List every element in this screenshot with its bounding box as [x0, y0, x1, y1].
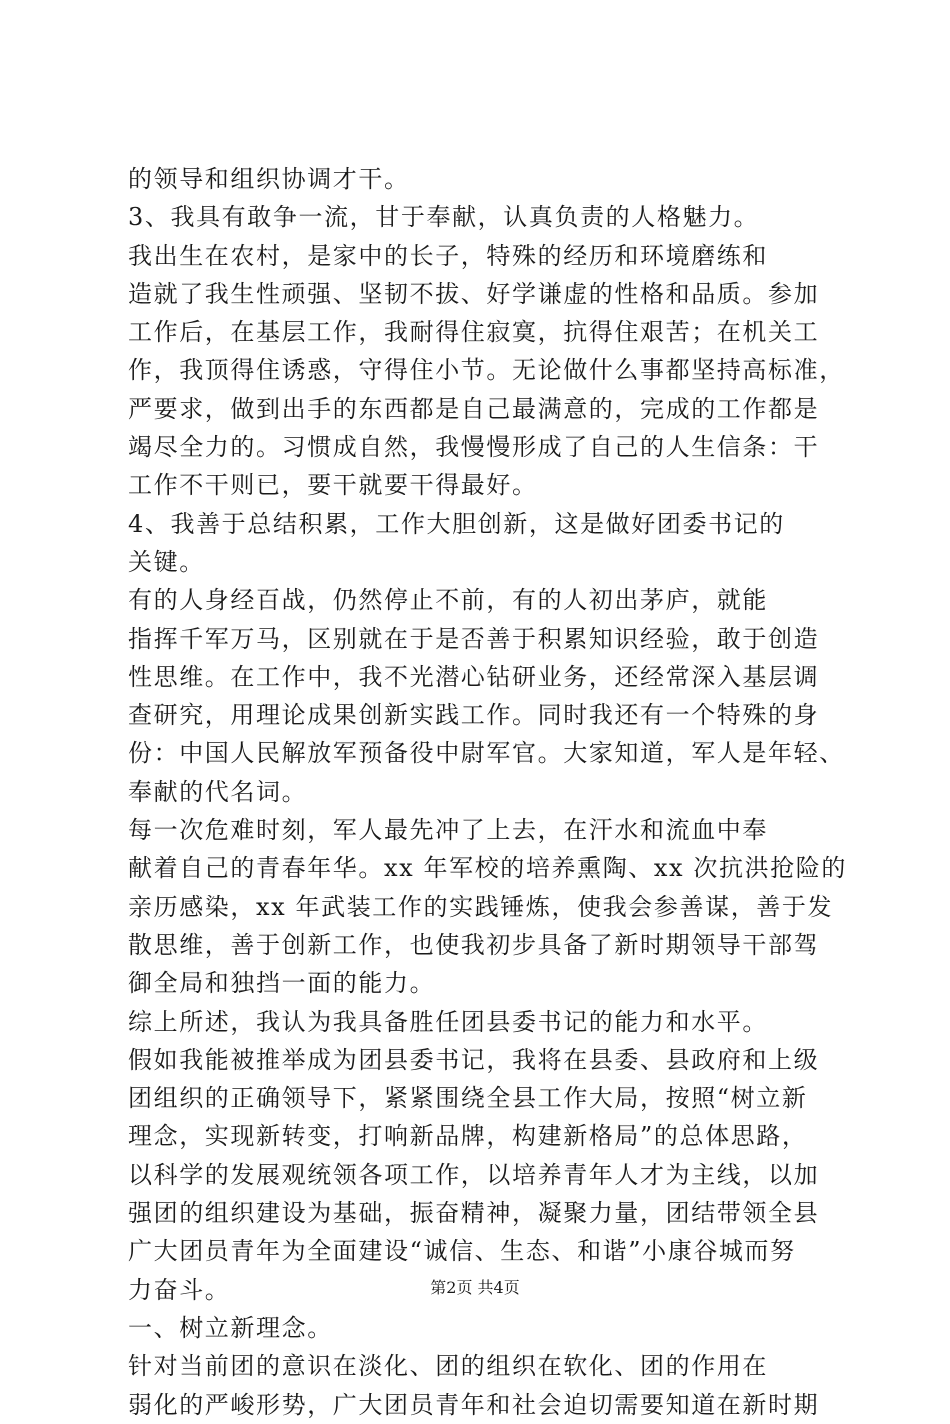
text-line: 竭尽全力的。习惯成自然，我慢慢形成了自己的人生信条：干 [128, 433, 820, 462]
text-line: 针对当前团的意识在淡化、团的组织在软化、团的作用在 [128, 1352, 768, 1381]
text-line: 工作后，在基层工作，我耐得住寂寞，抗得住艰苦；在机关工 [128, 318, 820, 347]
text-line: 的领导和组织协调才干。 [128, 165, 410, 193]
text-line: 献着自己的青春年华。xx 年军校的培养熏陶、xx 次抗洪抢险的 [128, 854, 847, 883]
text-line: 查研究，用理论成果创新实践工作。同时我还有一个特殊的身 [128, 701, 820, 730]
text-line: 弱化的严峻形势，广大团员青年和社会迫切需要知道在新时期 [128, 1390, 820, 1419]
text-line: 我出生在农村，是家中的长子，特殊的经历和环境磨练和 [128, 241, 768, 270]
text-line: 广大团员青年为全面建设“诚信、生态、和谐”小康谷城而努 [128, 1237, 796, 1266]
text-line: 指挥千军万马，区别就在于是否善于积累知识经验，敢于创造 [128, 624, 820, 653]
text-line: 理念，实现新转变，打响新品牌，构建新格局”的总体思路， [128, 1122, 808, 1151]
document-body [128, 160, 847, 1424]
page-footer: 第2页 共4页 [430, 1278, 520, 1297]
text-line: 份：中国人民解放军预备役中尉军官。大家知道，军人是年轻、 [128, 739, 845, 768]
text-line: 严要求，做到出手的东西都是自己最满意的，完成的工作都是 [128, 394, 820, 423]
text-line: 力奋斗。 [128, 1275, 231, 1304]
text-line: 假如我能被推举成为团县委书记，我将在县委、县政府和上级 [128, 1045, 820, 1074]
text-line: 团组织的正确领导下，紧紧围绕全县工作大局，按照“树立新 [128, 1084, 808, 1113]
text-line: 性思维。在工作中，我不光潜心钻研业务，还经常深入基层调 [128, 662, 820, 691]
text-line: 每一次危难时刻，军人最先冲了上去，在汗水和流血中奉 [128, 816, 768, 845]
text-line: 作，我顶得住诱惑，守得住小节。无论做什么事都坚持高标准， [128, 356, 845, 385]
text-line: 综上所述，我认为我具备胜任团县委书记的能力和水平。 [128, 1007, 768, 1036]
text-line: 有的人身经百战，仍然停止不前，有的人初出茅庐，就能 [128, 586, 768, 615]
text-line: 3、我具有敢争一流，甘于奉献，认真负责的人格魅力。 [128, 203, 760, 232]
text-line: 散思维，善于创新工作，也使我初步具备了新时期领导干部驾 [128, 930, 820, 959]
text-line: 造就了我生性顽强、坚韧不拔、好学谦虚的性格和品质。参加 [128, 279, 820, 308]
text-line: 亲历感染，xx 年武装工作的实践锤炼，使我会参善谋，善于发 [128, 892, 834, 921]
text-line: 关键。 [128, 547, 205, 576]
text-line: 强团的组织建设为基础，振奋精神，凝聚力量，团结带领全县 [128, 1199, 820, 1228]
text-line: 奉献的代名词。 [128, 777, 308, 806]
text-line: 一、树立新理念。 [128, 1313, 333, 1342]
text-line: 以科学的发展观统领各项工作，以培养青年人才为主线，以加 [128, 1160, 820, 1189]
text-line: 4、我善于总结积累，工作大胆创新，这是做好团委书记的 [128, 509, 785, 538]
text-line: 工作不干则已，要干就要干得最好。 [128, 471, 538, 500]
text-line: 御全局和独挡一面的能力。 [128, 969, 436, 998]
